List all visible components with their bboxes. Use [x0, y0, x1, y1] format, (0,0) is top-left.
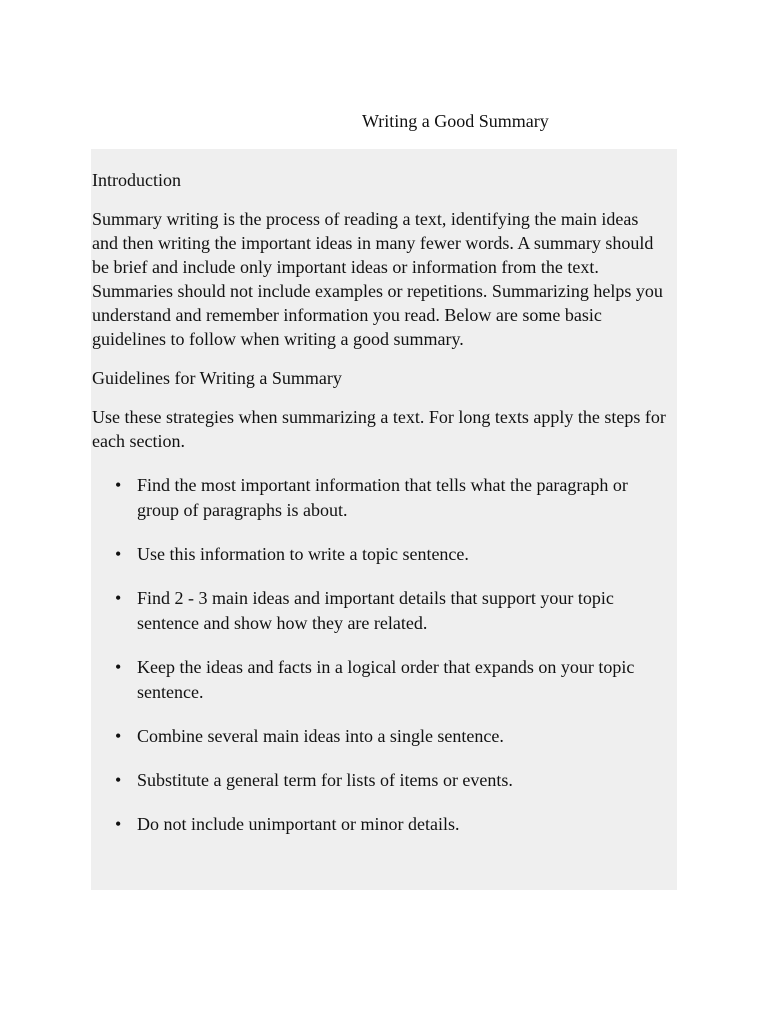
intro-paragraph: Summary writing is the process of reading a text, identifying the main ideas and then writing the important ideas in many fewer words. A summary should be brief and include only important ideas or information from the text. Summaries should not include examples or repetitions. Summarizing helps you understand and remember information you read. Below are some basic guidelines to follow when writing a good summary.: [92, 209, 663, 349]
bullet-icon: •: [115, 657, 122, 677]
guidelines-list: [92, 473, 667, 837]
bullet-icon: •: [115, 726, 122, 746]
list-item: [92, 473, 667, 523]
list-item: [92, 655, 667, 705]
intro-heading: Introduction: [92, 170, 181, 190]
list-item-text: Substitute a general term for lists of items or events.: [137, 770, 513, 790]
content-box: [91, 149, 677, 890]
list-item: [92, 768, 667, 793]
bullet-icon: •: [115, 814, 122, 834]
list-item: [92, 724, 667, 749]
list-item-text: Use this information to write a topic sentence.: [137, 544, 469, 564]
guidelines-heading: Guidelines for Writing a Summary: [92, 368, 342, 388]
list-item-text: Do not include unimportant or minor details.: [137, 814, 460, 834]
list-item-text: Find 2 - 3 main ideas and important details that support your topic sentence and show how they are related.: [137, 588, 614, 633]
page-title: Writing a Good Summary: [362, 111, 549, 131]
bullet-icon: •: [115, 475, 122, 495]
list-item: [92, 812, 667, 837]
list-item-text: Combine several main ideas into a single sentence.: [137, 726, 504, 746]
bullet-icon: •: [115, 588, 122, 608]
list-item: [92, 542, 667, 567]
list-item-text: Keep the ideas and facts in a logical order that expands on your topic sentence.: [137, 657, 635, 702]
bullet-icon: •: [115, 770, 122, 790]
guidelines-paragraph: Use these strategies when summarizing a text. For long texts apply the steps for each section.: [92, 407, 666, 451]
list-item: [92, 586, 667, 636]
bullet-icon: •: [115, 544, 122, 564]
list-item-text: Find the most important information that tells what the paragraph or group of paragraphs is about.: [137, 475, 628, 520]
